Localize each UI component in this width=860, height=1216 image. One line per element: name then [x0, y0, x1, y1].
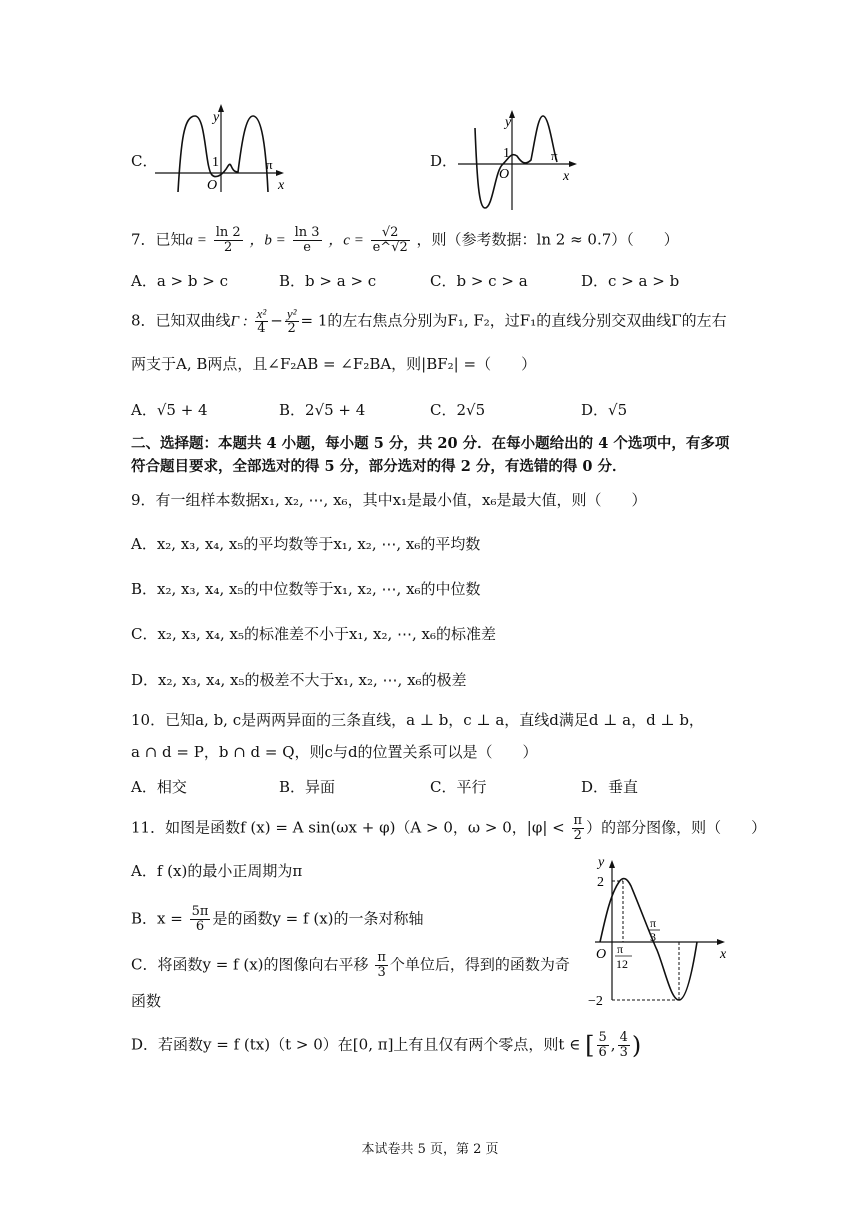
q8-option-a: A．√5 + 4 — [131, 401, 208, 419]
q9-option-d: D．x₂, x₃, x₄, x₅的极差不大于x₁, x₂, ⋯, x₆的极差 — [131, 671, 467, 689]
q11-sine-graph — [585, 850, 735, 1010]
question-9-stem: 9．有一组样本数据x₁, x₂, ⋯, x₆，其中x₁是最小值，x₆是最大值，则（ ） — [131, 491, 647, 509]
axis-y-label: y — [213, 110, 220, 125]
section-2-heading-line1: 二、选择题：本题共 4 小题，每小题 5 分，共 20 分．在每小题给出的 4 个选项中，有多项 — [131, 435, 730, 452]
question-8-line2: 两支于A, B两点，且∠F₂AB = ∠F₂BA，则|BF₂| =（ ） — [131, 355, 537, 373]
axis-y-label: y — [505, 115, 512, 130]
max-label: 2 — [597, 875, 604, 890]
tick-pi-12-den: 12 — [616, 957, 628, 971]
q7-option-d: D．c > a > b — [581, 272, 680, 290]
q11-option-d: D．若函数y = f (tx)（t > 0）在[0, π]上有且仅有两个零点，则t ∈ [ $\frac{5}{6}$ , $\frac{4}{3}$ ) — [131, 1030, 642, 1060]
tick-pi-3-num: π — [650, 916, 657, 930]
origin-label: O — [207, 178, 218, 193]
q10-option-b: B．异面 — [279, 778, 336, 796]
graph-d — [455, 100, 585, 215]
one-label: 1 — [503, 146, 510, 161]
axis-x-label: x — [278, 178, 285, 193]
option-c-label: C． — [131, 152, 158, 170]
axis-y-label: y — [598, 855, 605, 870]
page-footer: 本试卷共 5 页，第 2 页 — [361, 1142, 499, 1157]
q8-option-c: C．2√5 — [430, 401, 486, 419]
graph-c — [150, 100, 290, 195]
q9-option-a: A．x₂, x₃, x₄, x₅的平均数等于x₁, x₂, ⋯, x₆的平均数 — [131, 535, 481, 553]
q9-option-c: C．x₂, x₃, x₄, x₅的标准差不小于x₁, x₂, ⋯, x₆的标准差 — [131, 625, 497, 643]
q10-option-a: A．相交 — [131, 778, 187, 796]
q7-option-c: C．b > c > a — [430, 272, 528, 290]
pi-label: π — [266, 157, 273, 172]
q10-option-d: D．垂直 — [581, 778, 639, 796]
tick-pi-12-num: π — [617, 942, 624, 956]
question-10-line1: 10．已知a, b, c是两两异面的三条直线，a ⊥ b，c ⊥ a，直线d满足d ⊥ a，d ⊥ b， — [131, 711, 704, 729]
min-label: −2 — [588, 994, 603, 1009]
q10-option-c: C．平行 — [430, 778, 487, 796]
q11-option-c: C．将函数y = f (x)的图像向右平移 $\frac{\pi}{3}$ 个单位后，得到的函数为奇 — [131, 950, 570, 980]
q7-option-a: A．a > b > c — [131, 272, 228, 290]
option-d-label: D． — [430, 152, 458, 170]
origin-label: O — [499, 167, 510, 182]
pi-label: π — [551, 148, 558, 163]
q8-option-b: B．2√5 + 4 — [279, 401, 366, 419]
axis-x-label: x — [720, 947, 727, 962]
axis-x-label: x — [563, 169, 570, 184]
tick-pi-3-den: 3 — [650, 930, 656, 944]
question-7-stem: 7．已知a = $\frac{\ln 2}{2}$ ，b = $\frac{\ln 3}{e}$ ，c = $\frac{√2}{e\^{}√2}$ ，则（参考数据：ln 2 ≈ 0.7）（ ） — [131, 225, 679, 255]
section-2-heading-line2: 符合题目要求，全部选对的得 5 分，部分选对的得 2 分，有选错的得 0 分． — [131, 458, 627, 475]
origin-label: O — [596, 947, 607, 962]
q9-option-b: B．x₂, x₃, x₄, x₅的中位数等于x₁, x₂, ⋯, x₆的中位数 — [131, 580, 481, 598]
q8-option-d: D．√5 — [581, 401, 628, 419]
question-10-line2: a ∩ d = P，b ∩ d = Q，则c与d的位置关系可以是（ ） — [131, 743, 538, 761]
q11-option-a: A．f (x)的最小正周期为π — [131, 862, 303, 880]
q7-option-b: B．b > a > c — [279, 272, 377, 290]
question-8-stem: 8．已知双曲线Γ : $\frac{\text{x²}}{4}$ − $\frac{\text{y²}}{2}$ = 1的左右焦点分别为F₁, F₂，过F₁的直线分别交双曲线Γ的左右 — [131, 306, 727, 336]
question-11-stem: 11．如图是函数f (x) = A sin(ωx + φ)（A > 0，ω > 0，|φ| < $\frac{\pi}{2}$ ）的部分图像，则（ ） — [131, 813, 767, 843]
one-label: 1 — [212, 155, 219, 170]
q11-option-c-line2: 函数 — [131, 992, 162, 1010]
q11-option-b: B．x = $\frac{5\pi}{6}$ 是的函数y = f (x)的一条对称轴 — [131, 904, 424, 934]
